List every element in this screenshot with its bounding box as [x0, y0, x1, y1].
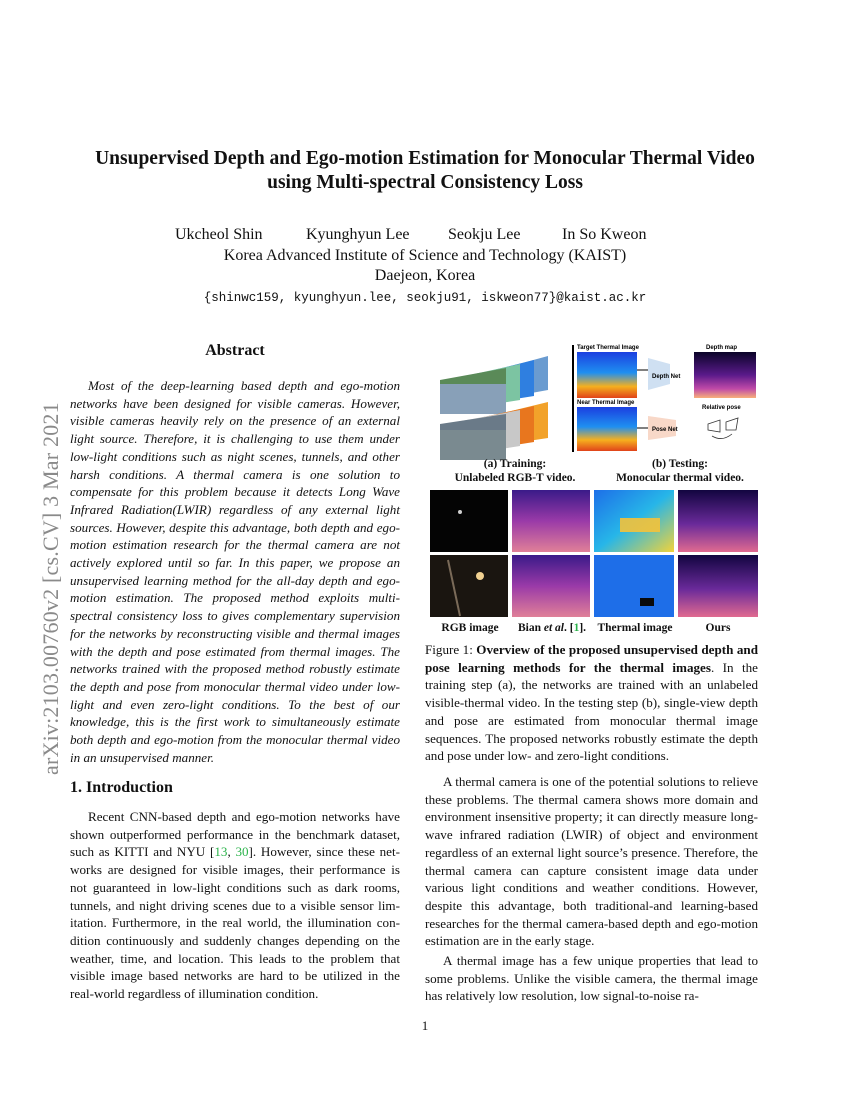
label-posenet: Pose Net — [652, 427, 678, 433]
location: Daejeon, Korea — [374, 267, 476, 284]
rgb-image-2 — [430, 555, 508, 617]
col-label-thermal: Thermal image — [597, 622, 673, 634]
citation-separator: , — [227, 844, 236, 860]
subcaption-b — [610, 457, 750, 485]
intro-paragraph — [70, 808, 400, 1003]
email: {shinwc159, kyunghyun.lee, seokju91, iskweon77}@kaist.ac.kr — [203, 291, 647, 305]
ours-result-1 — [678, 490, 758, 552]
caption-label: Figure 1: — [425, 642, 477, 657]
author-name: Ukcheol Shin — [175, 226, 263, 243]
intro-text-a: Recent CNN-based depth and ego-motion networks have shown outperformed performance in the benchmark dataset, such as KITTI and NYU [ — [70, 809, 400, 860]
bian-bracket: . [ — [563, 622, 574, 634]
figure-caption — [425, 641, 758, 765]
right-column-body — [425, 773, 758, 1005]
training-frames — [440, 356, 548, 460]
intro-heading: 1. Introduction — [70, 779, 173, 796]
title-line-1: Unsupervised Depth and Ego-motion Estimation for Monocular Thermal Video — [95, 148, 755, 169]
subcaption-b-line1: (b) Testing: — [652, 458, 708, 470]
depth-map-image — [694, 352, 756, 398]
arxiv-stamp — [0, 0, 63, 1100]
col-label-ours: Ours — [705, 622, 731, 634]
author-name: Kyunghyun Lee — [306, 226, 410, 243]
caption-bold: Overview of the proposed unsupervised depth and pose learning methods for the thermal images — [425, 642, 758, 675]
bian-text: Bian — [517, 622, 544, 634]
abstract-text: Most of the deep-learning based depth and ego-motion networks have been designed for visible cameras. However, visible cameras heavily rely on the presence of an external light source. Therefore, it is challenging to use them under low-light conditions such as night scenes, tunnels, and other harsh conditions. A thermal camera is one solution to compensate for this problem because it detects Long Wave Infrared Radiation(LWIR) regardless of any external light sources. However, despite this advantage, both depth and ego-motion estimation research for the thermal camera are not actively explored until so far. In this paper, we propose an unsupervised learning method for the all-day depth and ego-motion estimation. The proposed method exploits multispectral consistency loss to gives complementary supervision for the networks by reconstructing visible and thermal images with the depth and pose estimated from thermal images. The networks trained with the proposed method robustly estimate the depth and pose from monocular thermal video under low-light and even zero-light conditions. To the best of our knowledge, this is the first work to simultaneously estimate both depth and ego-motion from the monocular thermal video in an unsupervised manner. — [70, 378, 400, 765]
author-name: In So Kweon — [562, 226, 647, 243]
citation-link[interactable]: 13 — [214, 844, 228, 860]
subcaption-a — [450, 457, 580, 485]
label-depthnet: Depth Net — [652, 374, 681, 380]
caption-rest: . In the training step (a), the networks are trained with an unlabeled visible-thermal video. In the testing step (b), single-view depth and pose are estimated from monocular thermal image sequences. The proposed networks robustly estimate the depth and pose under low- and zero-light conditions. — [425, 659, 758, 764]
arxiv-id: arXiv:2103.00760v2 [cs.CV] 3 Mar 2021 — [38, 402, 63, 775]
label-target: Target Thermal Image — [577, 345, 639, 351]
bian-etal: et al — [543, 622, 564, 634]
subcaption-a-line1: (a) Training: — [483, 458, 547, 470]
bian-result-1 — [512, 490, 590, 552]
subcaption-b-line2: Monocular thermal video. — [616, 472, 744, 484]
citation-link[interactable]: 30 — [235, 844, 249, 860]
target-thermal-image — [577, 352, 637, 398]
author-list — [175, 226, 675, 246]
label-depthmap: Depth map — [706, 345, 738, 351]
affiliation: Korea Advanced Institute of Science and Technology (KAIST) — [223, 247, 627, 264]
intro-text-b: ]. However, since these networks are designed for visible images, their performance is not guaranteed in low-light conditions such as dark rooms, tunnels, and night driving scenes due to a visible sensor limitation. Furthermore, in the real world, the illumination condition continuously and suddenly changes depending on the weather, time, and location. This leads to the problem that visible image based networks are hard to be utilized in the real-world regardless of illumination condition. — [70, 844, 400, 1002]
near-thermal-image — [577, 407, 637, 451]
thermal-image-2 — [594, 555, 674, 617]
label-near: Near Thermal Image — [577, 400, 635, 406]
intro-body — [70, 808, 400, 1003]
label-relpose: Relative pose — [702, 405, 741, 411]
page-number: 1 — [421, 1018, 429, 1033]
col-label-bian — [512, 621, 592, 635]
figure-graphic — [430, 340, 760, 635]
paper-title — [60, 147, 790, 195]
author-name: Seokju Lee — [448, 226, 521, 243]
bian-result-2 — [512, 555, 590, 617]
ours-result-2 — [678, 555, 758, 617]
camera-pose-icon — [708, 418, 738, 439]
citation-link[interactable]: 1 — [573, 622, 580, 634]
rgb-image-1 — [430, 490, 508, 552]
col-label-rgb: RGB image — [441, 622, 499, 634]
abstract-body — [70, 377, 400, 766]
subcaption-a-line2: Unlabeled RGB-T video. — [454, 472, 576, 484]
title-line-2: using Multi-spectral Consistency Loss — [267, 172, 583, 193]
bian-close: ]. — [579, 622, 587, 634]
abstract-heading: Abstract — [205, 342, 265, 359]
body-paragraph: A thermal camera is one of the potential solutions to relieve these problems. The thermal camera shows more domain and environment insensitive property; it can directly measure long-wave infrared radiation (LWIR) of object and environment regardless of an external light source’s presence. Therefore, the thermal camera can capture consistent image data under various light conditions and weather conditions. However, despite this advantage, both traditional-and learning-based researches for the thermal camera-based depth and ego-motion estimation are in the early stage. — [425, 774, 758, 949]
body-paragraph: A thermal image has a few unique properties that lead to some problems. Unlike the visible camera, the thermal image has relatively low resolution, low signal-to-noise ra- — [425, 953, 758, 1004]
figure-1 — [430, 340, 760, 635]
